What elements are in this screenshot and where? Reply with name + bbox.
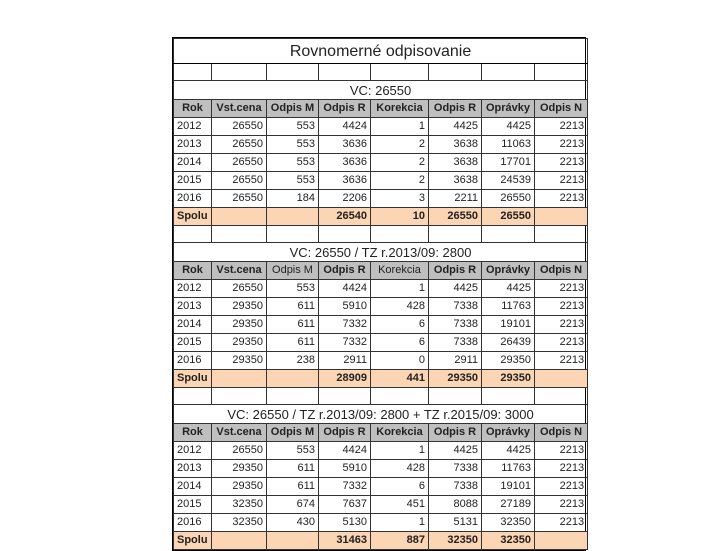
table-cell: 8088 (429, 496, 482, 514)
empty-cell (174, 388, 212, 405)
table-cell: 3 (371, 190, 429, 208)
table-cell: 2213 (535, 514, 588, 532)
total-label: Spolu (174, 532, 212, 550)
column-header: Vst.cena (212, 424, 267, 442)
table-cell: 4424 (319, 442, 371, 460)
table-cell: 2213 (535, 352, 588, 370)
table-cell: 7332 (319, 334, 371, 352)
table-cell: 7338 (429, 478, 482, 496)
table-cell: 7332 (319, 316, 371, 334)
column-header: Korekcia (371, 262, 429, 280)
table-cell: 4425 (429, 442, 482, 460)
table-cell: 5131 (429, 514, 482, 532)
table-cell: 238 (267, 352, 319, 370)
empty-cell (429, 64, 482, 81)
table-cell: 451 (371, 496, 429, 514)
table-cell: 4425 (482, 442, 535, 460)
table-row (174, 352, 588, 370)
table-cell: 2014 (174, 478, 212, 496)
empty-cell (212, 64, 267, 81)
table-cell: 2012 (174, 442, 212, 460)
spreadsheet (172, 37, 586, 551)
table-cell: 1 (371, 514, 429, 532)
table-cell: 428 (371, 298, 429, 316)
total-cell (267, 208, 319, 226)
table-cell: 29350 (212, 298, 267, 316)
table-cell: 29350 (212, 352, 267, 370)
empty-cell (482, 64, 535, 81)
empty-cell (371, 226, 429, 243)
header-row (174, 424, 588, 442)
empty-cell (267, 64, 319, 81)
column-header: Odpis R (429, 100, 482, 118)
table-cell: 2012 (174, 118, 212, 136)
table-cell: 7338 (429, 316, 482, 334)
total-cell (212, 208, 267, 226)
depreciation-sheet (173, 38, 588, 550)
table-cell: 29350 (212, 334, 267, 352)
header-row (174, 262, 588, 280)
table-cell: 2213 (535, 172, 588, 190)
table-cell: 430 (267, 514, 319, 532)
table-cell: 29350 (212, 316, 267, 334)
empty-cell (267, 388, 319, 405)
table-cell: 11763 (482, 460, 535, 478)
table-row (174, 172, 588, 190)
column-header: Rok (174, 262, 212, 280)
spacer-row (174, 388, 588, 405)
header-row (174, 100, 588, 118)
column-header: Oprávky (482, 100, 535, 118)
table-row (174, 334, 588, 352)
table-cell: 2213 (535, 298, 588, 316)
empty-cell (319, 226, 371, 243)
total-cell: 29350 (482, 370, 535, 388)
table-cell: 7637 (319, 496, 371, 514)
table-cell: 2213 (535, 478, 588, 496)
table-cell: 3638 (429, 172, 482, 190)
empty-cell (429, 388, 482, 405)
table-cell: 2213 (535, 118, 588, 136)
empty-cell (429, 226, 482, 243)
table-cell: 611 (267, 460, 319, 478)
total-cell (267, 370, 319, 388)
table-cell: 2015 (174, 172, 212, 190)
table-row (174, 280, 588, 298)
table-caption: VC: 26550 / TZ r.2013/09: 2800 + TZ r.2015/09: 3000 (174, 405, 588, 424)
table-cell: 17701 (482, 154, 535, 172)
total-cell: 32350 (429, 532, 482, 550)
table-cell: 3636 (319, 154, 371, 172)
table-cell: 5910 (319, 298, 371, 316)
table-cell: 2213 (535, 136, 588, 154)
total-label: Spolu (174, 208, 212, 226)
column-header: Rok (174, 424, 212, 442)
table-cell: 32350 (482, 514, 535, 532)
table-cell: 553 (267, 442, 319, 460)
table-row (174, 298, 588, 316)
table-cell: 4425 (482, 118, 535, 136)
table-cell: 2016 (174, 352, 212, 370)
table-cell: 11763 (482, 298, 535, 316)
table-cell: 7338 (429, 298, 482, 316)
column-header: Oprávky (482, 262, 535, 280)
column-header: Odpis M (267, 262, 319, 280)
sheet-title: Rovnomerné odpisovanie (174, 39, 588, 64)
column-header: Odpis N (535, 262, 588, 280)
table-cell: 553 (267, 118, 319, 136)
empty-cell (482, 226, 535, 243)
table-cell: 26550 (212, 280, 267, 298)
table-cell: 2015 (174, 334, 212, 352)
table-row (174, 136, 588, 154)
table-cell: 0 (371, 352, 429, 370)
table-row (174, 460, 588, 478)
empty-cell (371, 388, 429, 405)
total-cell: 441 (371, 370, 429, 388)
total-label: Spolu (174, 370, 212, 388)
empty-cell (174, 226, 212, 243)
table-cell: 2 (371, 154, 429, 172)
total-cell: 26550 (429, 208, 482, 226)
table-cell: 26439 (482, 334, 535, 352)
total-cell: 29350 (429, 370, 482, 388)
total-cell: 31463 (319, 532, 371, 550)
table-cell: 32350 (212, 496, 267, 514)
table-cell: 1 (371, 280, 429, 298)
table-cell: 2013 (174, 298, 212, 316)
table-cell: 2014 (174, 154, 212, 172)
table-cell: 27189 (482, 496, 535, 514)
total-row (174, 208, 588, 226)
empty-cell (535, 226, 588, 243)
column-header: Vst.cena (212, 262, 267, 280)
table-cell: 26550 (212, 190, 267, 208)
table-row (174, 154, 588, 172)
table-cell: 2012 (174, 280, 212, 298)
total-cell (535, 532, 588, 550)
table-caption: VC: 26550 (174, 81, 588, 100)
table-row (174, 496, 588, 514)
spacer-row (174, 64, 588, 81)
table-caption: VC: 26550 / TZ r.2013/09: 2800 (174, 243, 588, 262)
table-cell: 2213 (535, 190, 588, 208)
table-cell: 3638 (429, 154, 482, 172)
total-cell (267, 532, 319, 550)
table-cell: 553 (267, 154, 319, 172)
table-cell: 611 (267, 316, 319, 334)
table-cell: 7332 (319, 478, 371, 496)
table-cell: 4424 (319, 280, 371, 298)
table-cell: 611 (267, 298, 319, 316)
table-cell: 29350 (482, 352, 535, 370)
table-cell: 2206 (319, 190, 371, 208)
table-cell: 4425 (429, 280, 482, 298)
table-cell: 2213 (535, 154, 588, 172)
empty-cell (319, 64, 371, 81)
table-cell: 2 (371, 172, 429, 190)
column-header: Korekcia (371, 424, 429, 442)
table-cell: 26550 (212, 118, 267, 136)
table-cell: 2016 (174, 190, 212, 208)
column-header: Odpis R (429, 424, 482, 442)
table-cell: 24539 (482, 172, 535, 190)
table-cell: 2016 (174, 514, 212, 532)
table-cell: 32350 (212, 514, 267, 532)
table-cell: 1 (371, 442, 429, 460)
table-cell: 26550 (212, 172, 267, 190)
table-cell: 7338 (429, 460, 482, 478)
table-cell: 2911 (429, 352, 482, 370)
table-cell: 2211 (429, 190, 482, 208)
table-cell: 4425 (482, 280, 535, 298)
empty-cell (482, 388, 535, 405)
column-header: Odpis N (535, 100, 588, 118)
table-cell: 26550 (212, 154, 267, 172)
table-cell: 184 (267, 190, 319, 208)
table-cell: 26550 (482, 190, 535, 208)
table-cell: 1 (371, 118, 429, 136)
total-cell: 887 (371, 532, 429, 550)
table-cell: 6 (371, 478, 429, 496)
table-cell: 3638 (429, 136, 482, 154)
table-cell: 4425 (429, 118, 482, 136)
table-cell: 19101 (482, 478, 535, 496)
column-header: Korekcia (371, 100, 429, 118)
table-cell: 553 (267, 280, 319, 298)
table-row (174, 478, 588, 496)
total-cell: 10 (371, 208, 429, 226)
column-header: Rok (174, 100, 212, 118)
table-cell: 2213 (535, 496, 588, 514)
table-cell: 2213 (535, 316, 588, 334)
column-header: Odpis N (535, 424, 588, 442)
column-header: Odpis R (319, 424, 371, 442)
table-cell: 29350 (212, 478, 267, 496)
table-cell: 2015 (174, 496, 212, 514)
total-cell (535, 370, 588, 388)
table-cell: 29350 (212, 460, 267, 478)
column-header: Vst.cena (212, 100, 267, 118)
total-row (174, 532, 588, 550)
table-cell: 674 (267, 496, 319, 514)
total-cell (212, 532, 267, 550)
table-row (174, 442, 588, 460)
column-header: Odpis M (267, 100, 319, 118)
table-cell: 6 (371, 334, 429, 352)
total-cell (535, 208, 588, 226)
table-cell: 2213 (535, 334, 588, 352)
table-row (174, 118, 588, 136)
empty-cell (212, 226, 267, 243)
table-row (174, 190, 588, 208)
vc-row (174, 81, 588, 100)
total-cell: 28909 (319, 370, 371, 388)
table-cell: 7338 (429, 334, 482, 352)
table-cell: 611 (267, 334, 319, 352)
total-cell: 26550 (482, 208, 535, 226)
table-cell: 2213 (535, 442, 588, 460)
table-cell: 2213 (535, 280, 588, 298)
table-cell: 26550 (212, 442, 267, 460)
table-cell: 19101 (482, 316, 535, 334)
column-header: Odpis R (429, 262, 482, 280)
table-cell: 2213 (535, 460, 588, 478)
column-header: Odpis R (319, 262, 371, 280)
table-cell: 5910 (319, 460, 371, 478)
empty-cell (371, 64, 429, 81)
empty-cell (212, 388, 267, 405)
vc-row (174, 243, 588, 262)
empty-cell (535, 388, 588, 405)
column-header: Odpis R (319, 100, 371, 118)
total-cell (212, 370, 267, 388)
table-cell: 2013 (174, 460, 212, 478)
empty-cell (267, 226, 319, 243)
table-cell: 11063 (482, 136, 535, 154)
table-cell: 428 (371, 460, 429, 478)
vc-row (174, 405, 588, 424)
empty-cell (535, 64, 588, 81)
table-cell: 26550 (212, 136, 267, 154)
table-row (174, 316, 588, 334)
table-cell: 3636 (319, 172, 371, 190)
table-cell: 2911 (319, 352, 371, 370)
column-header: Oprávky (482, 424, 535, 442)
table-cell: 611 (267, 478, 319, 496)
table-cell: 553 (267, 172, 319, 190)
table-cell: 5130 (319, 514, 371, 532)
empty-cell (174, 64, 212, 81)
empty-cell (319, 388, 371, 405)
total-cell: 26540 (319, 208, 371, 226)
table-row (174, 514, 588, 532)
table-cell: 6 (371, 316, 429, 334)
total-row (174, 370, 588, 388)
table-cell: 2013 (174, 136, 212, 154)
table-cell: 4424 (319, 118, 371, 136)
total-cell: 32350 (482, 532, 535, 550)
column-header: Odpis M (267, 424, 319, 442)
spacer-row (174, 226, 588, 243)
table-cell: 2014 (174, 316, 212, 334)
table-cell: 3636 (319, 136, 371, 154)
table-cell: 553 (267, 136, 319, 154)
table-cell: 2 (371, 136, 429, 154)
